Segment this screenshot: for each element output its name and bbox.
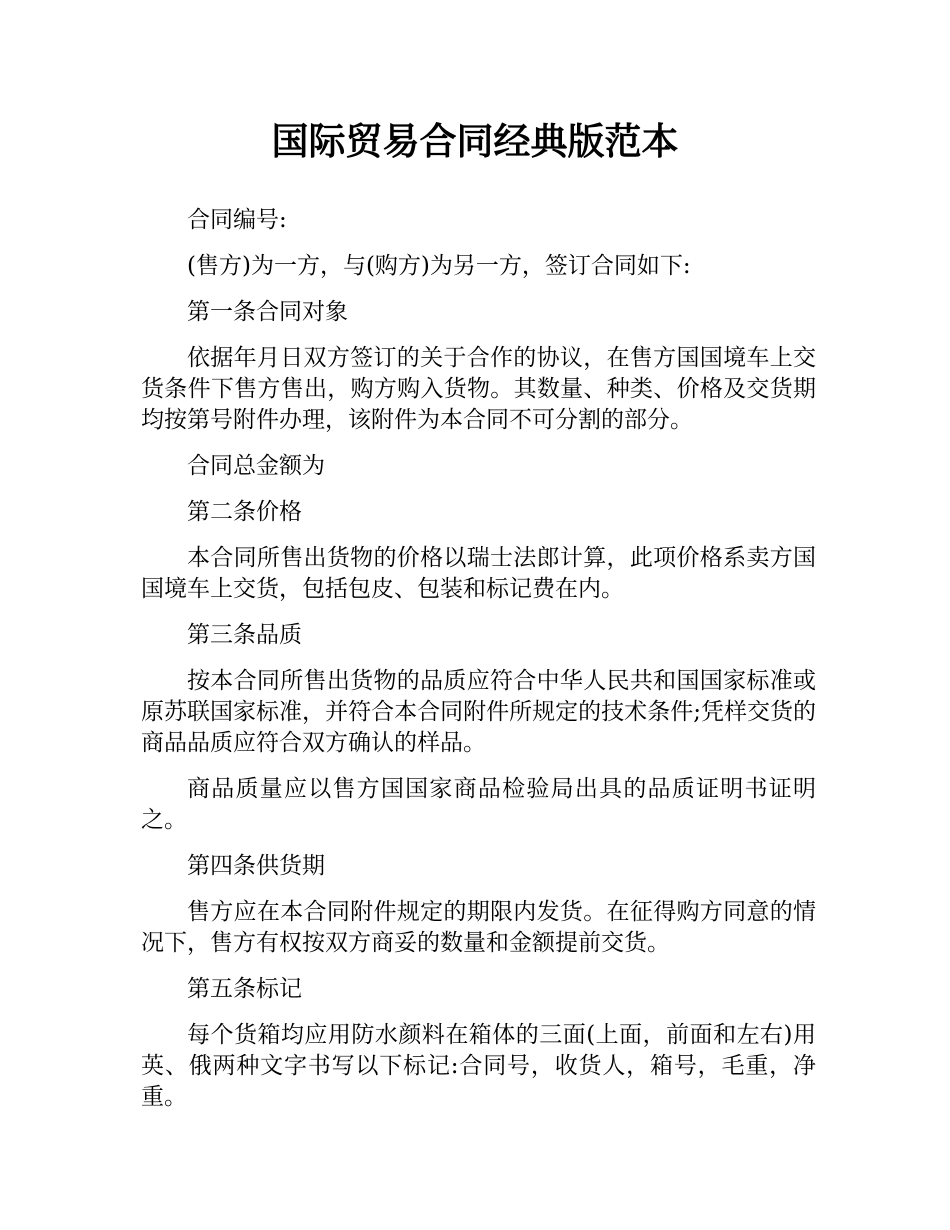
article-3-heading: 第三条品质 [187,622,302,648]
article-4-heading: 第四条供货期 [187,853,325,879]
article-5-heading: 第五条标记 [187,976,302,1002]
total-amount-line: 合同总金额为 [187,453,325,479]
article-3-body: 按本合同所售出货物的品质应符合中华人民共和国国家标准或原苏联国家标准，并符合本合同附件所规定的技术条件;凭样交货的商品品质应符合双方确认的样品。 [141,668,816,756]
document-title: 国际贸易合同经典版范本 [271,120,679,163]
article-2-heading: 第二条价格 [187,499,302,525]
article-5-body: 每个货箱均应用防水颜料在箱体的三面(上面，前面和左右)用英、俄两种文字书写以下标记:合同号，收货人，箱号，毛重，净重。 [141,1022,816,1110]
article-4-body: 售方应在本合同附件规定的期限内发货。在征得购方同意的情况下，售方有权按双方商妥的数量和金额提前交货。 [141,899,816,956]
contract-number-line: 合同编号: [187,207,287,233]
parties-line: (售方)为一方，与(购方)为另一方，签订合同如下: [187,253,691,279]
document-body [141,205,816,1128]
article-3-body-quality-certificate: 商品质量应以售方国国家商品检验局出具的品质证明书证明之。 [141,776,816,833]
article-1-heading: 第一条合同对象 [187,299,348,325]
article-1-body: 依据年月日双方签订的关于合作的协议，在售方国国境车上交货条件下售方售出，购方购入货物。其数量、种类、价格及交货期均按第号附件办理，该附件为本合同不可分割的部分。 [141,345,816,433]
article-2-body: 本合同所售出货物的价格以瑞士法郎计算，此项价格系卖方国国境车上交货，包括包皮、包装和标记费在内。 [141,545,816,602]
